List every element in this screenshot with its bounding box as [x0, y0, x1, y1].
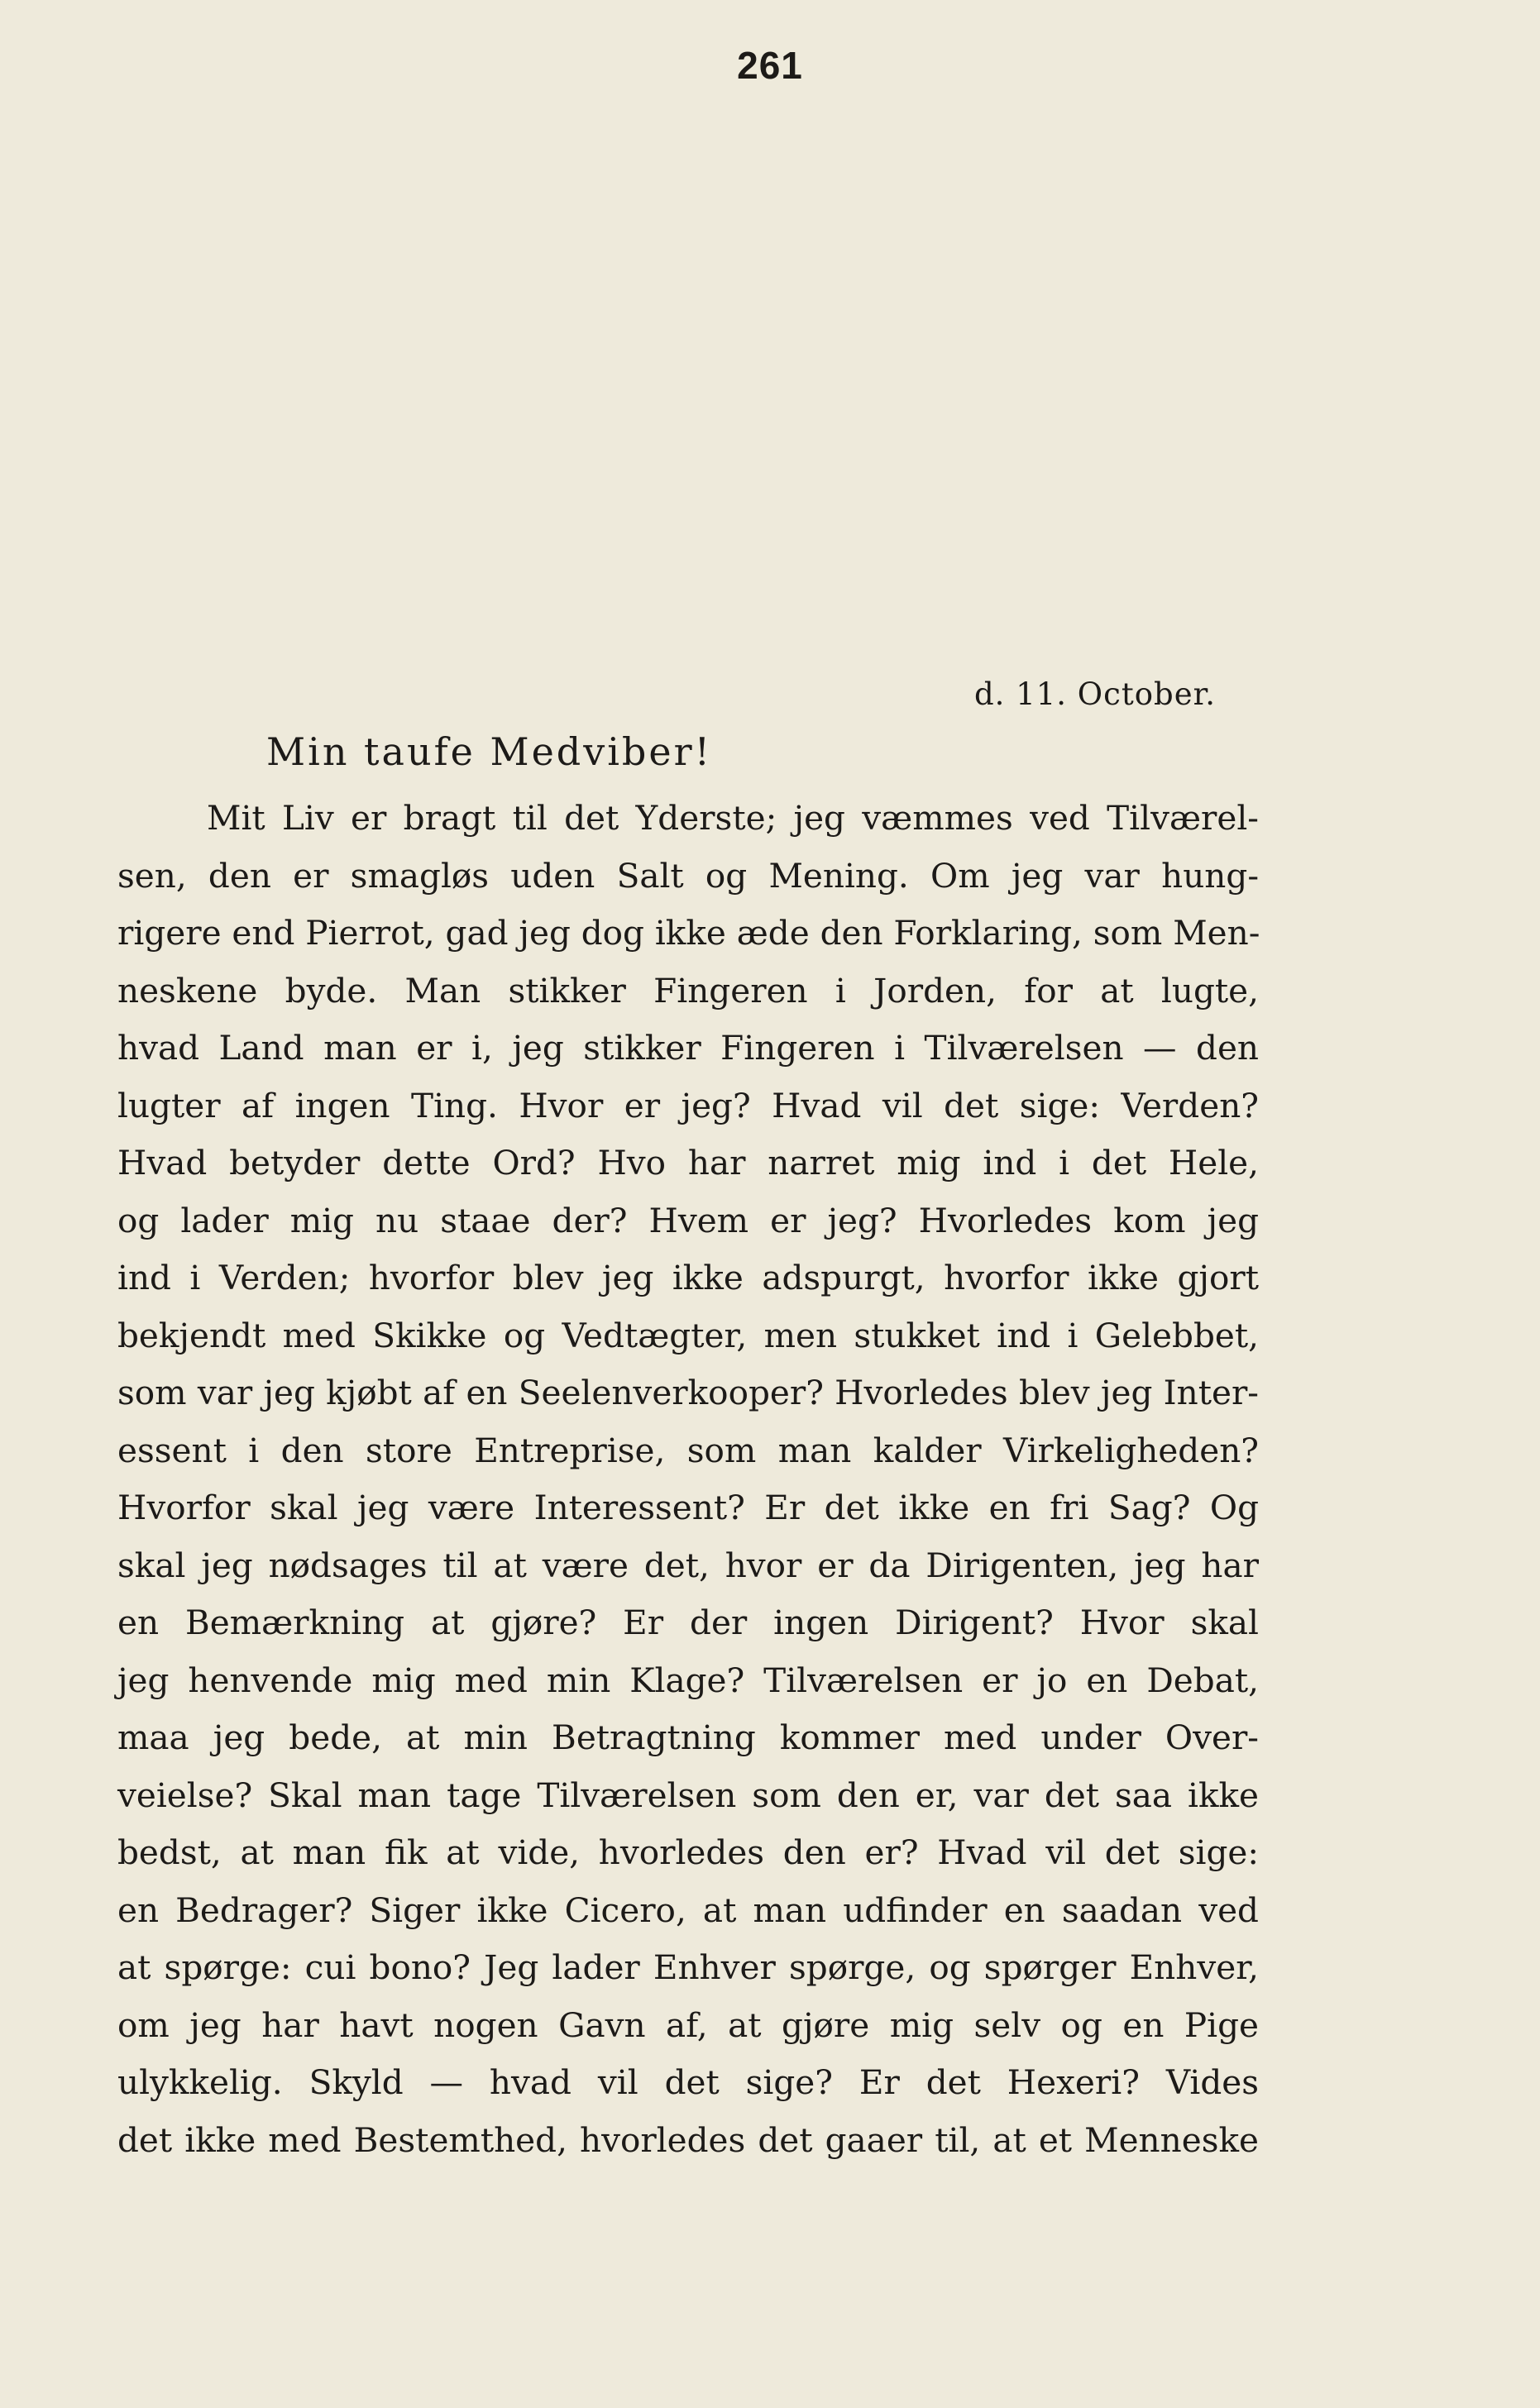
text-line: en Bemærkning at gjøre? Er der ingen Dirigent? Hvor skal — [117, 1603, 1259, 1642]
text-line: om jeg har havt nogen Gavn af, at gjøre mig selv og en Pige — [117, 2004, 1259, 2045]
letter-salutation: Min taufe Medviber! — [266, 729, 713, 774]
text-line: rigere end Pierrot, gad jeg dog ikke æde den Forklaring, som Men- — [117, 913, 1260, 953]
letter-date: d. 11. October. — [974, 676, 1216, 712]
text-line: Mit Liv er bragt til det Yderste; jeg væmmes ved Tilværel- — [207, 798, 1259, 838]
text-line: Hvad betyder dette Ord? Hvo har narret mig ind i det Hele, — [117, 1143, 1259, 1182]
text-line: bedst, at man fik at vide, hvorledes den er? Hvad vil det sige: — [117, 1832, 1259, 1872]
page-number: 261 — [737, 44, 803, 87]
text-line: neskene byde. Man stikker Fingeren i Jorden, for at lugte, — [117, 970, 1259, 1010]
text-line: veielse? Skal man tage Tilværelsen som den er, var det saa ikke — [117, 1775, 1259, 1815]
text-line: hvad Land man er i, jeg stikker Fingeren i Tilværelsen — den — [117, 1028, 1259, 1068]
text-line: ulykkelig. Skyld — hvad vil det sige? Er det Hexeri? Vides — [117, 2062, 1259, 2102]
text-line: sen, den er smagløs uden Salt og Mening. Om jeg var hung- — [117, 855, 1259, 896]
text-line: som var jeg kjøbt af en Seelenverkooper? Hvorledes blev jeg Inter- — [117, 1373, 1259, 1412]
text-line: lugter af ingen Ting. Hvor er jeg? Hvad vil det sige: Verden? — [117, 1085, 1259, 1125]
text-line: Hvorfor skal jeg være Interessent? Er det ikke en fri Sag? Og — [117, 1488, 1259, 1527]
letter-body — [117, 790, 1259, 2169]
text-line: ind i Verden; hvorfor blev jeg ikke adspurgt, hvorfor ikke gjort — [117, 1258, 1259, 1297]
text-line: at spørge: cui bono? Jeg lader Enhver spørge, og spørger Enhver, — [117, 1947, 1259, 1987]
text-line: en Bedrager? Siger ikke Cicero, at man udfinder en saadan ved — [117, 1890, 1259, 1930]
text-line: bekjendt med Skikke og Vedtægter, men stukket ind i Gelebbet, — [117, 1315, 1259, 1355]
text-line: skal jeg nødsages til at være det, hvor er da Dirigenten, jeg har — [117, 1545, 1259, 1585]
text-line: det ikke med Bestemthed, hvorledes det gaaer til, at et Menneske — [117, 2119, 1259, 2160]
text-line: maa jeg bede, at min Betragtning kommer med under Over- — [117, 1718, 1259, 1757]
text-line: og lader mig nu staae der? Hvem er jeg? Hvorledes kom jeg — [117, 1200, 1259, 1240]
text-line: essent i den store Entreprise, som man kalder Virkeligheden? — [117, 1430, 1259, 1470]
text-line: jeg henvende mig med min Klage? Tilværelsen er jo en Debat, — [117, 1660, 1259, 1700]
